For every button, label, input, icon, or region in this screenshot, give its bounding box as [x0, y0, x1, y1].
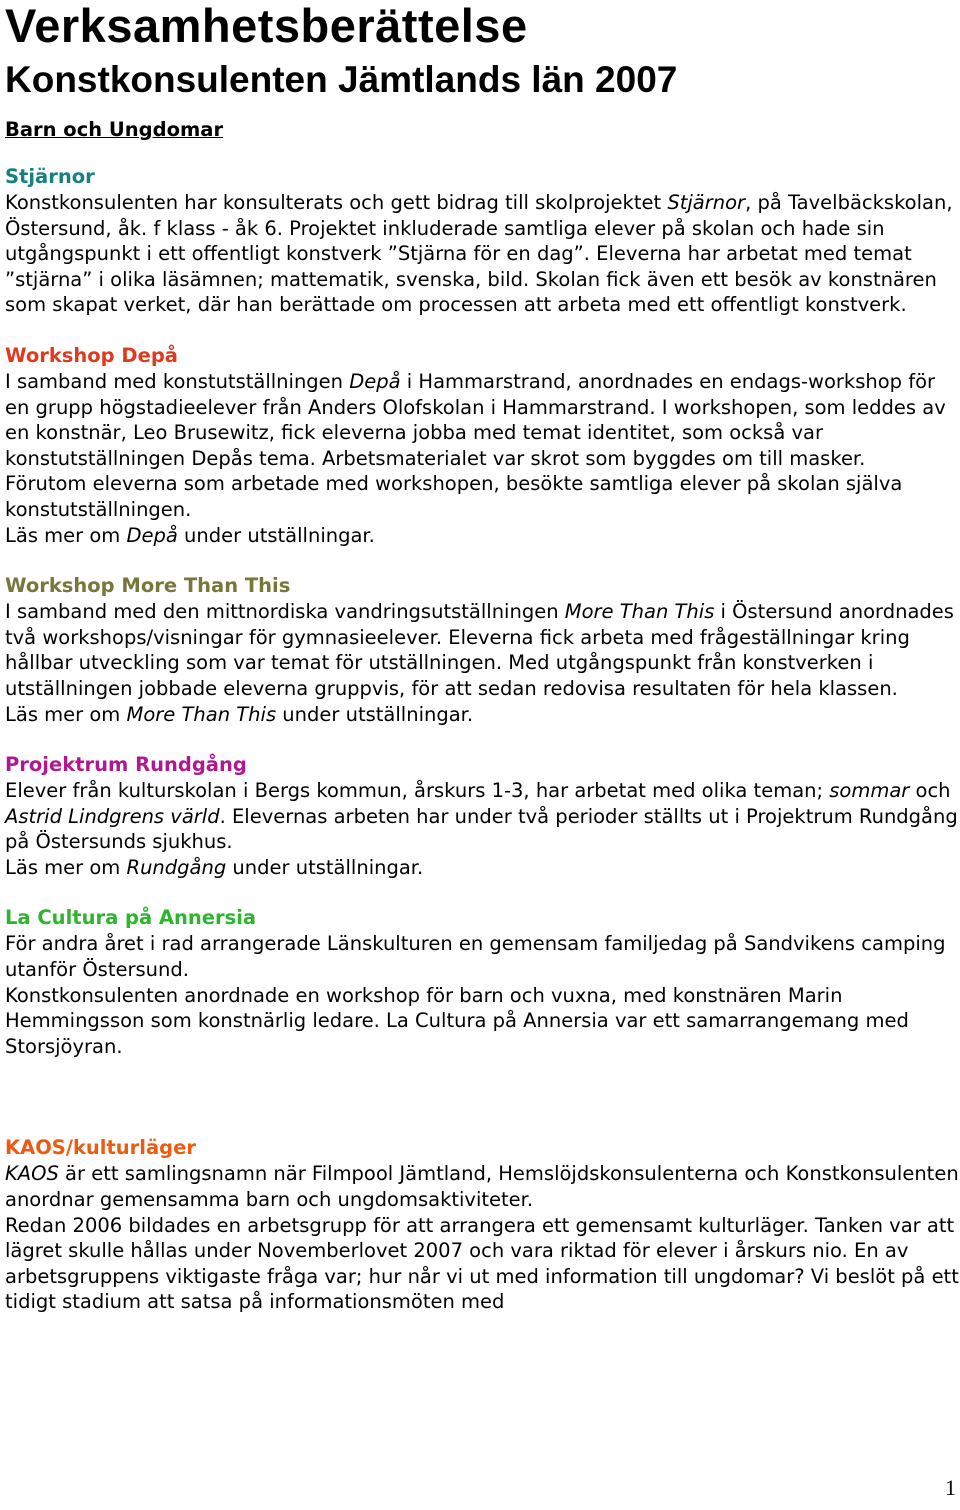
paragraph — [5, 523, 960, 549]
paragraph — [5, 702, 960, 728]
section-kaos — [5, 1135, 960, 1315]
paragraph — [5, 369, 960, 471]
paragraph — [5, 599, 960, 701]
section-heading: Barn och Ungdomar — [5, 118, 224, 141]
section-depa — [5, 343, 960, 548]
paragraph — [5, 190, 960, 318]
text: är ett samlingsnamn när Filmpool Jämtland, Hemslöjdskonsulenterna och Konstkonsulenten anordnar gemensamma barn och ungdomsaktiviteter. — [5, 1162, 959, 1212]
text: . Elevernas arbeten har under två perioder ställts ut i Projektrum Rundgång på Östersunds sjukhus. — [5, 804, 958, 854]
text: Konstkonsulenten har konsulterats och gett bidrag till skolprojektet — [5, 191, 668, 214]
section-stjarnor — [5, 164, 960, 318]
italic-text: More Than This — [564, 600, 715, 624]
section-title: KAOS/kulturläger — [5, 1136, 196, 1160]
paragraph: Konstkonsulenten anordnade en workshop för barn och vuxna, med konstnären Marin Hemmingsson som konstnärlig ledare. La Cultura på Annersia var ett samarrangemang med Storsjöyran. — [5, 983, 909, 1058]
text: under utställningar. — [226, 855, 424, 879]
text: Läs mer om — [5, 702, 127, 726]
paragraph — [5, 778, 960, 855]
paragraph — [5, 1161, 960, 1212]
text: Läs mer om — [5, 523, 127, 547]
section-title: La Cultura på Annersia — [5, 906, 257, 930]
text: och — [909, 779, 951, 803]
text: Elever från kulturskolan i Bergs kommun, årskurs 1-3, har arbetat med olika teman; — [5, 779, 830, 803]
text: under utställningar. — [177, 523, 375, 547]
section-la-cultura — [5, 905, 960, 1059]
section-title: Projektrum Rundgång — [5, 753, 247, 777]
italic-text: Astrid Lindgrens värld — [5, 804, 220, 828]
italic-text: KAOS — [5, 1162, 59, 1186]
section-title: Workshop Depå — [5, 343, 178, 367]
text: Läs mer om — [5, 855, 127, 879]
italic-text: sommar — [829, 779, 910, 803]
paragraph: Förutom eleverna som arbetade med workshopen, besökte samtliga elever på skolan själva konstutställningen. — [5, 472, 903, 521]
document-subtitle: Konstkonsulenten Jämtlands län 2007 — [5, 59, 678, 100]
paragraph: Redan 2006 bildades en arbetsgrupp för att arrangera ett gemensamt kulturläger. Tanken var att lägret skulle hållas under Novemberlovet 2007 och vara riktad för elever i årskurs nio. En av arbetsgruppens viktigaste fråga var; hur når vi ut med information till ungdomar? Vi beslöt på ett tidigt stadium att satsa på informationsmöten med — [5, 1213, 959, 1314]
text: I samband med konstutställningen — [5, 369, 350, 393]
document-title: Verksamhetsberättelse — [5, 0, 528, 52]
section-title: Stjärnor — [5, 165, 95, 188]
italic-text: Stjärnor — [667, 191, 746, 214]
document-page — [5, 0, 960, 1315]
text: under utställningar. — [276, 702, 474, 726]
italic-text: Depå — [126, 523, 178, 547]
italic-text: More Than This — [126, 702, 277, 726]
text: i Östersund anordnades två workshops/visningar för gymnasieelever. Eleverna fick arbeta med frågeställningar kring hållbar utveckling som var temat för utställningen. Med utgångspunkt från konstverken i utställningen jobbade eleverna gruppvis, för att sedan redovisa resultaten för hela klassen. — [5, 600, 954, 700]
section-title: Workshop More Than This — [5, 574, 291, 598]
italic-text: Depå — [349, 369, 401, 393]
paragraph — [5, 855, 960, 881]
section-rundgang — [5, 752, 960, 880]
page-number: 1 — [945, 1475, 956, 1500]
text: i Hammarstrand, anordnades en endags-workshop för en grupp högstadieelever från Anders Olofskolan i Hammarstrand. I workshopen, som leddes av en konstnär, Leo Brusewitz, fick eleverna jobba med temat identitet, som också var konstutställningen Depås tema. Arbetsmaterialet var skrot som byggdes om till masker. — [5, 369, 946, 470]
italic-text: Rundgång — [126, 855, 227, 879]
paragraph: För andra året i rad arrangerade Länskulturen en gemensam familjedag på Sandvikens camping utanför Östersund. — [5, 932, 946, 982]
text: , på Tavelbäckskolan, Östersund, åk. f klass - åk 6. Projektet inkluderade samtliga elever på skolan och hade sin utgångspunkt i ett offentligt konstverk ”Stjärna för en dag”. Eleverna har arbetat med temat ”stjärna” i olika läsämnen; mattematik, svenska, bild. Skolan fick även ett besök av konstnären som skapat verket, där han berättade om processen att arbeta med ett offentligt konstverk. — [5, 191, 953, 317]
text: I samband med den mittnordiska vandringsutställningen — [5, 600, 565, 624]
section-more-than-this — [5, 573, 960, 727]
